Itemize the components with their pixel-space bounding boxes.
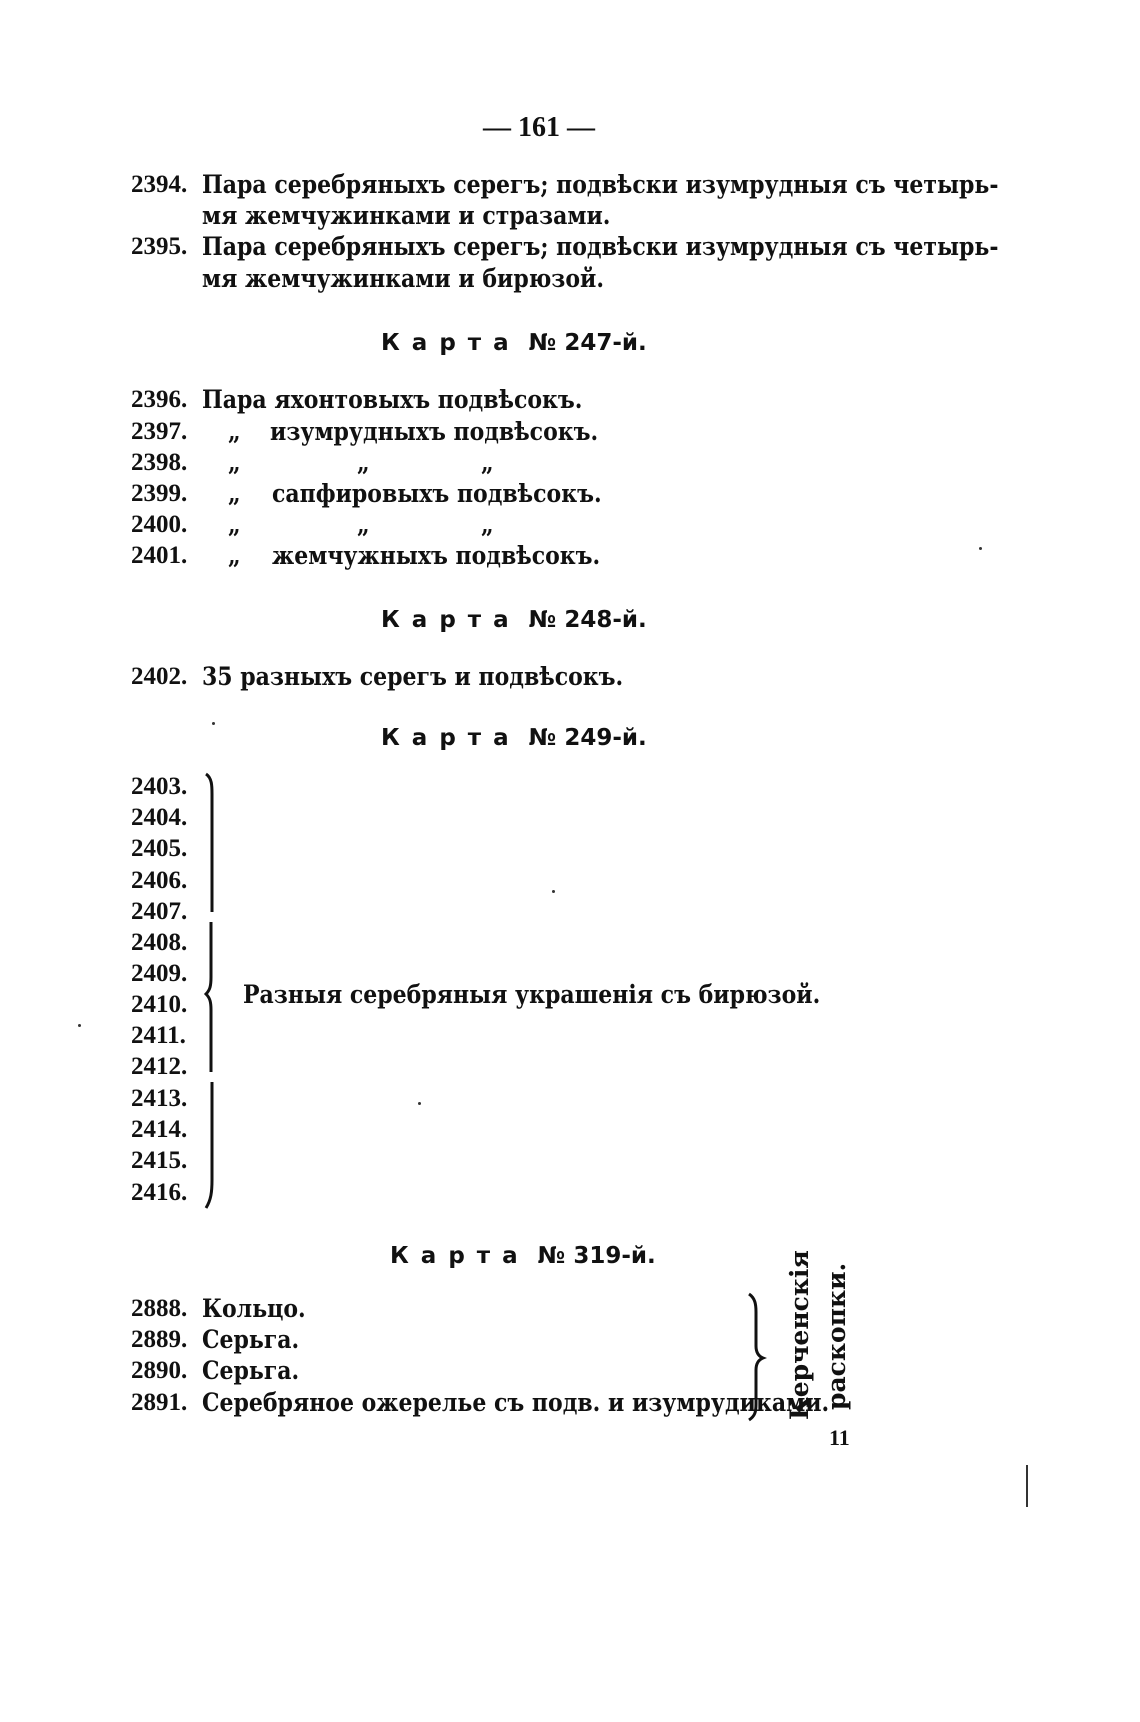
section-heading bbox=[381, 330, 647, 356]
heading-word: Карта bbox=[381, 607, 521, 633]
signature-mark: 11 bbox=[829, 1425, 850, 1450]
scan-artifact-line bbox=[1026, 1465, 1028, 1507]
heading-word: Карта bbox=[381, 725, 521, 751]
scan-speck bbox=[78, 1024, 81, 1027]
heading-number: № 248-й. bbox=[528, 607, 647, 633]
entry-number: 2407. bbox=[131, 898, 188, 925]
entry-text: 35 разныхъ серегъ и подвѣсокъ. bbox=[202, 662, 624, 691]
grouping-brace bbox=[745, 1292, 767, 1422]
entry-text: Пара серебряныхъ серегъ; подвѣски изумрудныя съ четырь- bbox=[202, 170, 999, 199]
entry-text: жемчужныхъ подвѣсокъ. bbox=[272, 541, 601, 570]
entry-text: сапфировыхъ подвѣсокъ. bbox=[272, 479, 602, 508]
entry-number: 2396. bbox=[131, 386, 188, 413]
heading-word: Карта bbox=[381, 330, 521, 356]
scan-speck bbox=[418, 1102, 421, 1105]
scan-speck bbox=[212, 722, 215, 725]
ditto-mark: „ bbox=[357, 510, 370, 539]
entry-text: Серьга. bbox=[202, 1325, 300, 1354]
entry-number: 2888. bbox=[131, 1295, 188, 1322]
ditto-mark: „ bbox=[481, 448, 494, 477]
entry-number: 2890. bbox=[131, 1357, 188, 1384]
heading-number: № 249-й. bbox=[528, 725, 647, 751]
scan-speck bbox=[552, 890, 555, 893]
section-heading bbox=[381, 607, 647, 633]
heading-number: № 319-й. bbox=[537, 1243, 656, 1269]
entry-number: 2406. bbox=[131, 867, 188, 894]
heading-number: № 247-й. bbox=[528, 330, 647, 356]
entry-number: 2411. bbox=[131, 1022, 186, 1049]
entry-text: Серьга. bbox=[202, 1356, 300, 1385]
entry-number: 2403. bbox=[131, 773, 188, 800]
entry-text: Пара серебряныхъ серегъ; подвѣски изумрудныя съ четырь- bbox=[202, 232, 999, 261]
entry-number: 2404. bbox=[131, 804, 188, 831]
entry-text: Серебряное ожерелье съ подв. и изумрудиками. bbox=[202, 1388, 830, 1417]
entry-text: Кольцо. bbox=[202, 1294, 306, 1323]
entry-number: 2400. bbox=[131, 511, 188, 538]
entry-number: 2405. bbox=[131, 835, 188, 862]
ditto-mark: „ bbox=[228, 417, 241, 446]
entry-number: 2397. bbox=[131, 418, 188, 445]
section-heading bbox=[390, 1243, 656, 1269]
entry-number: 2889. bbox=[131, 1326, 188, 1353]
scan-speck bbox=[979, 547, 982, 550]
ditto-mark: „ bbox=[357, 448, 370, 477]
ditto-mark: „ bbox=[228, 448, 241, 477]
grouping-brace bbox=[200, 772, 224, 1212]
heading-word: Карта bbox=[390, 1243, 530, 1269]
entry-number: 2413. bbox=[131, 1085, 188, 1112]
entry-number: 2415. bbox=[131, 1147, 188, 1174]
group-description: Разныя серебряныя украшенія съ бирюзой. bbox=[243, 980, 821, 1009]
page-number: — 161 — bbox=[483, 112, 595, 143]
entry-text: изумрудныхъ подвѣсокъ. bbox=[270, 417, 599, 446]
entry-number: 2414. bbox=[131, 1116, 188, 1143]
ditto-mark: „ bbox=[481, 510, 494, 539]
entry-number: 2412. bbox=[131, 1053, 188, 1080]
entry-number: 2416. bbox=[131, 1179, 188, 1206]
entry-text: Пара яхонтовыхъ подвѣсокъ. bbox=[202, 385, 583, 414]
entry-text-continuation: мя жемчужинками и стразами. bbox=[202, 201, 611, 230]
entry-number: 2402. bbox=[131, 663, 188, 690]
entry-number: 2401. bbox=[131, 542, 188, 569]
entry-number: 2408. bbox=[131, 929, 188, 956]
entry-number: 2409. bbox=[131, 960, 188, 987]
side-label: раскопки. bbox=[822, 1262, 851, 1410]
entry-text-continuation: мя жемчужинками и бирюзой. bbox=[202, 264, 604, 293]
ditto-mark: „ bbox=[228, 541, 241, 570]
entry-number: 2399. bbox=[131, 480, 188, 507]
section-heading bbox=[381, 725, 647, 751]
entry-number: 2398. bbox=[131, 449, 188, 476]
entry-number: 2410. bbox=[131, 991, 188, 1018]
ditto-mark: „ bbox=[228, 479, 241, 508]
entry-number: 2394. bbox=[131, 171, 188, 198]
ditto-mark: „ bbox=[228, 510, 241, 539]
entry-number: 2891. bbox=[131, 1389, 188, 1416]
side-label: Керченскія bbox=[785, 1250, 814, 1420]
entry-number: 2395. bbox=[131, 233, 188, 260]
